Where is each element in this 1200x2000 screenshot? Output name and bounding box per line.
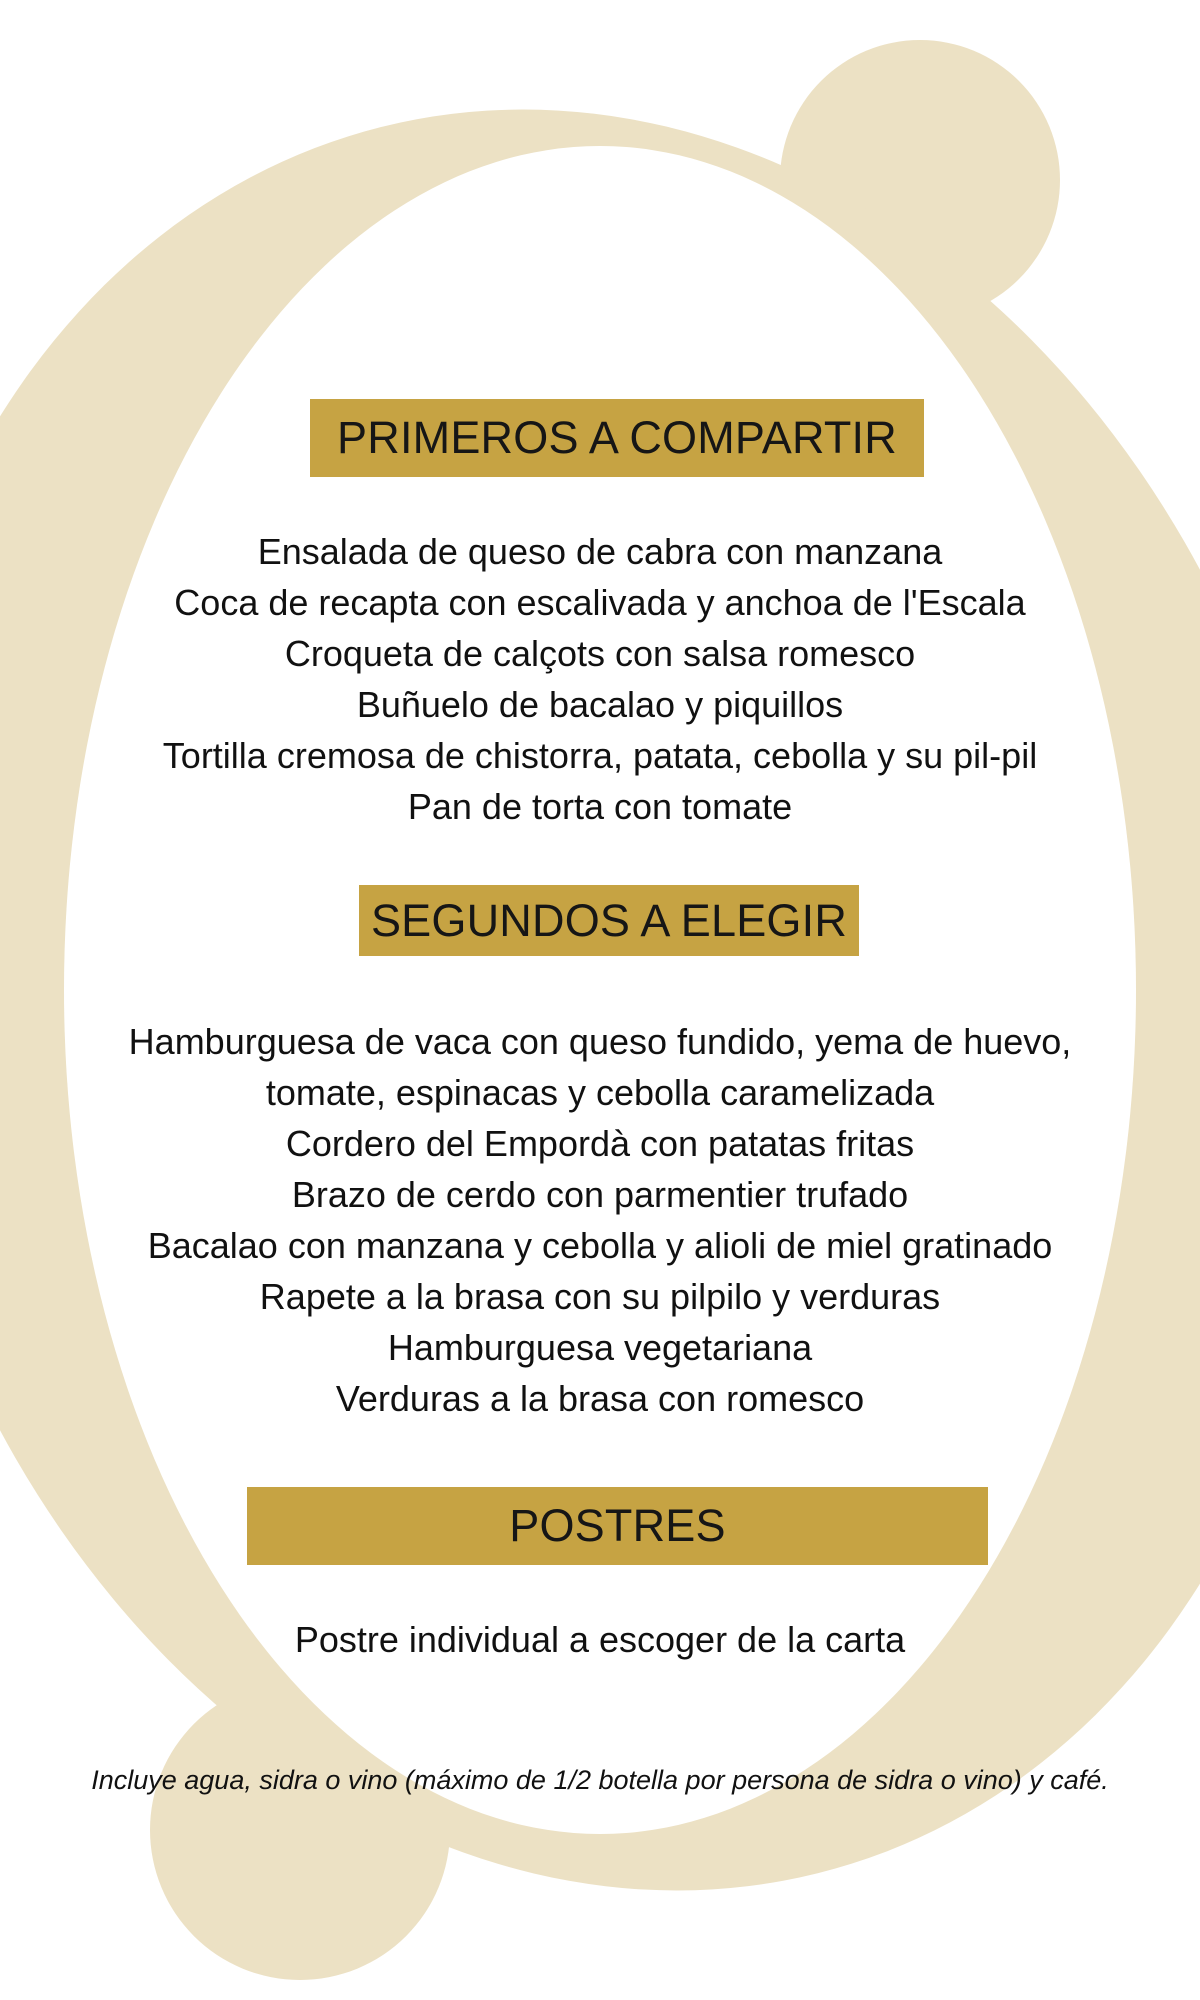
footer-note: Incluye agua, sidra o vino (máximo de 1/2 botella por persona de sidra o vino) y café. bbox=[91, 1765, 1109, 1795]
menu-item: Tortilla cremosa de chistorra, patata, cebolla y su pil-pil bbox=[162, 735, 1038, 776]
section-title-segundos: SEGUNDOS A ELEGIR bbox=[370, 894, 848, 946]
menu-item: Coca de recapta con escalivada y anchoa de l'Escala bbox=[174, 582, 1026, 623]
section-title-primeros: PRIMEROS A COMPARTIR bbox=[337, 412, 897, 463]
menu-item: Ensalada de queso de cabra con manzana bbox=[257, 531, 943, 572]
menu-item: Rapete a la brasa con su pilpilo y verduras bbox=[259, 1276, 941, 1317]
primeros-list bbox=[0, 526, 1200, 832]
menu-item: Postre individual a escoger de la carta bbox=[294, 1619, 906, 1660]
segundos-list bbox=[0, 1016, 1200, 1424]
menu-item: Buñuelo de bacalao y piquillos bbox=[356, 684, 844, 725]
section-header-primeros bbox=[310, 399, 924, 477]
menu-item: Brazo de cerdo con parmentier trufado bbox=[291, 1174, 909, 1215]
menu-item: Hamburguesa de vaca con queso fundido, yema de huevo, bbox=[128, 1021, 1072, 1062]
section-header-segundos bbox=[359, 885, 859, 956]
menu-item: Hamburguesa vegetariana bbox=[387, 1327, 813, 1368]
section-header-postres bbox=[247, 1487, 988, 1565]
menu-item: Croqueta de calçots con salsa romesco bbox=[284, 633, 916, 674]
section-title-postres: POSTRES bbox=[509, 1500, 726, 1551]
menu-item: tomate, espinacas y cebolla caramelizada bbox=[265, 1072, 935, 1113]
menu-item: Verduras a la brasa con romesco bbox=[335, 1378, 865, 1419]
menu-item: Bacalao con manzana y cebolla y alioli de miel gratinado bbox=[147, 1225, 1053, 1266]
postres-list bbox=[0, 1614, 1200, 1665]
menu-item: Cordero del Empordà con patatas fritas bbox=[285, 1123, 915, 1164]
menu-item: Pan de torta con tomate bbox=[407, 786, 793, 827]
